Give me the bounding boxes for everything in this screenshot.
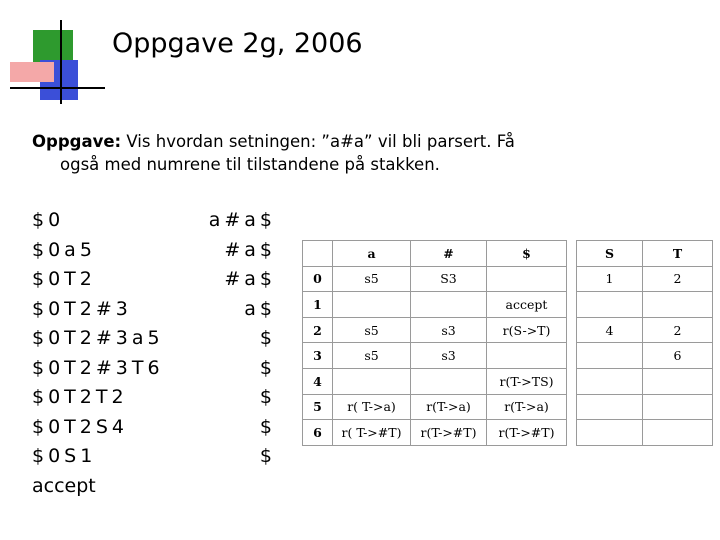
- table-row: [303, 368, 713, 394]
- table-row: [303, 317, 713, 343]
- goto-S-cell: 1: [577, 266, 643, 292]
- task-line-1: Vis hvordan setningen: ”a#a” vil bli parsert. Få: [121, 132, 515, 151]
- input-row: $: [259, 356, 276, 379]
- action-dollar-cell: [487, 266, 567, 292]
- action-a-cell: s5: [333, 266, 411, 292]
- stack-trace: [32, 206, 164, 501]
- goto-S-cell: [577, 394, 643, 420]
- stack-row-accept: accept: [32, 474, 96, 497]
- state-cell: 1: [303, 292, 333, 318]
- stack-row: $0T2#3a5: [32, 327, 164, 349]
- gap-cell: [567, 292, 577, 318]
- input-row: $: [259, 445, 276, 467]
- header-T: T: [643, 241, 713, 267]
- goto-T-cell: 2: [643, 266, 713, 292]
- action-hash-cell: s3: [411, 317, 487, 343]
- stack-row: $0S1: [32, 445, 97, 467]
- stack-row: $0T2#3: [32, 297, 132, 320]
- stack-row: $0T2S4: [32, 415, 129, 438]
- action-hash-cell: S3: [411, 266, 487, 292]
- goto-T-cell: 6: [643, 343, 713, 369]
- stack-row: $0T2: [32, 268, 96, 290]
- decoration-horizontal-line: [10, 87, 105, 89]
- gap-cell: [567, 317, 577, 343]
- goto-S-cell: [577, 420, 643, 446]
- gap-cell: [567, 266, 577, 292]
- action-a-cell: [333, 368, 411, 394]
- decoration-pink-square: [10, 62, 54, 82]
- table-row: [303, 420, 713, 446]
- action-hash-cell: [411, 368, 487, 394]
- goto-S-cell: 4: [577, 317, 643, 343]
- table-row: [303, 343, 713, 369]
- stack-row: $0T2#3T6: [32, 356, 164, 379]
- input-row: a#a$: [208, 209, 276, 231]
- action-hash-cell: s3: [411, 343, 487, 369]
- slide-title: Oppgave 2g, 2006: [112, 28, 363, 59]
- action-a-cell: r( T->#T): [333, 420, 411, 446]
- header-S: S: [577, 241, 643, 267]
- header-gap: [567, 241, 577, 267]
- header-hash: #: [411, 241, 487, 267]
- input-row: $: [259, 327, 276, 349]
- stack-row: $0: [32, 209, 65, 231]
- action-hash-cell: [411, 292, 487, 318]
- state-cell: 2: [303, 317, 333, 343]
- parse-table: [302, 240, 713, 446]
- goto-T-cell: [643, 292, 713, 318]
- goto-S-cell: [577, 292, 643, 318]
- goto-S-cell: [577, 368, 643, 394]
- task-line-2: også med numrene til tilstandene på stakken.: [60, 155, 440, 174]
- table-row: [303, 266, 713, 292]
- input-trace: [190, 206, 276, 472]
- task-label: Oppgave:: [32, 132, 122, 151]
- action-a-cell: s5: [333, 317, 411, 343]
- goto-T-cell: [643, 420, 713, 446]
- header-a: a: [333, 241, 411, 267]
- state-cell: 5: [303, 394, 333, 420]
- input-row: a$: [244, 297, 276, 320]
- header-state: [303, 241, 333, 267]
- table-row: [303, 394, 713, 420]
- header-dollar: $: [487, 241, 567, 267]
- decoration-vertical-line: [60, 20, 62, 104]
- action-a-cell: r( T->a): [333, 394, 411, 420]
- goto-S-cell: [577, 343, 643, 369]
- gap-cell: [567, 394, 577, 420]
- table-header-row: [303, 241, 713, 267]
- action-dollar-cell: r(S->T): [487, 317, 567, 343]
- action-a-cell: s5: [333, 343, 411, 369]
- action-dollar-cell: r(T->TS): [487, 368, 567, 394]
- gap-cell: [567, 420, 577, 446]
- input-row: #a$: [224, 238, 276, 261]
- action-dollar-cell: accept: [487, 292, 567, 318]
- state-cell: 3: [303, 343, 333, 369]
- gap-cell: [567, 343, 577, 369]
- goto-T-cell: [643, 394, 713, 420]
- gap-cell: [567, 368, 577, 394]
- stack-row: $0T2T2: [32, 386, 128, 408]
- goto-T-cell: [643, 368, 713, 394]
- stack-row: $0a5: [32, 238, 96, 261]
- task-text: [32, 130, 592, 176]
- input-row: $: [259, 386, 276, 408]
- action-a-cell: [333, 292, 411, 318]
- state-cell: 4: [303, 368, 333, 394]
- action-dollar-cell: [487, 343, 567, 369]
- table-row: [303, 292, 713, 318]
- input-row: #a$: [224, 268, 276, 290]
- state-cell: 0: [303, 266, 333, 292]
- action-dollar-cell: r(T->#T): [487, 420, 567, 446]
- goto-T-cell: 2: [643, 317, 713, 343]
- action-hash-cell: r(T->#T): [411, 420, 487, 446]
- state-cell: 6: [303, 420, 333, 446]
- action-dollar-cell: r(T->a): [487, 394, 567, 420]
- action-hash-cell: r(T->a): [411, 394, 487, 420]
- input-row: $: [259, 415, 276, 438]
